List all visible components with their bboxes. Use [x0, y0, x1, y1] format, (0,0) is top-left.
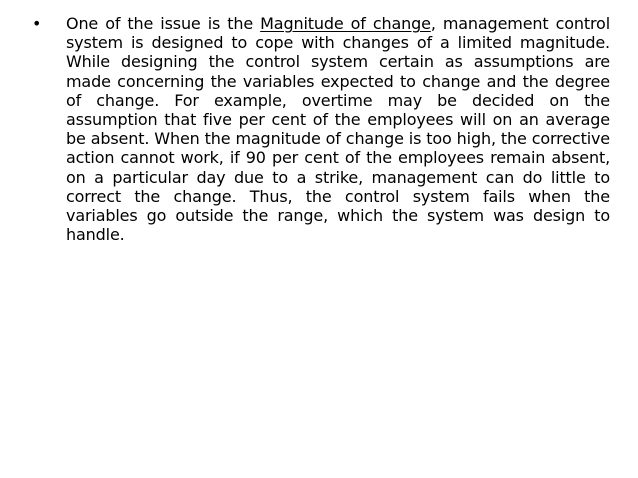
paragraph-intro: One of the issue is the [66, 14, 261, 33]
bullet-icon: • [32, 14, 42, 33]
paragraph-body: , management control system is designed to cope with changes of a limited magnitude. While designing the control system certain as assumptions are made concerning the variables expected to change and the degree of change. For example, overtime may be decided on the assumption that five per cent of the employees will on an average be absent. When the magnitude of change is too high, the corrective action cannot work, if 90 per cent of the employees remain absent, on a particular day due to a strike, management can do little to correct the change. Thus, the control system fails when the variables go outside the range, which the system was design to handle. [66, 14, 610, 245]
body-paragraph [66, 14, 610, 244]
magnitude-of-change-term: Magnitude of change [260, 14, 431, 33]
bullet-item [32, 14, 610, 244]
